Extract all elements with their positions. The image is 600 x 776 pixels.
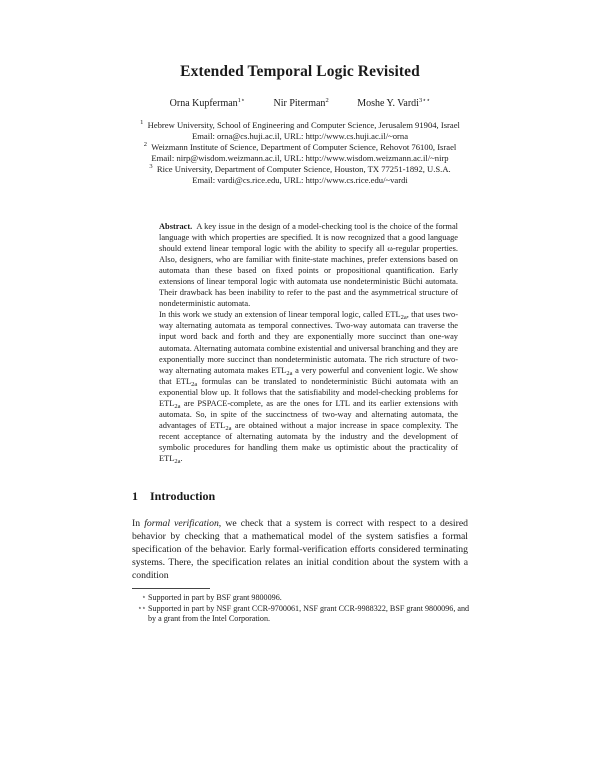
affiliation-list <box>0 120 600 187</box>
affiliation-email-line: Email: nirp@wisdom.weizmann.ac.il, URL: http://www.wisdom.weizmann.ac.il/~nirp <box>151 153 449 164</box>
author: Moshe Y. Vardi$^{3⋆⋆}$ <box>357 97 431 109</box>
author: Orna Kupferman$^{1⋆}$ <box>169 97 245 109</box>
footnotes <box>132 593 472 625</box>
abstract-paragraph: Abstract. A key issue in the design of a model-checking tool is the choice of the formal language with which properties are specified. It is now recognized that a good language should extend linear temporal logic with the ability to specify all ω-regular properties. Also, designers, who are familiar with finite-state machines, prefer extensions based on automata than these based on fixed points or propositional quantification. Early extensions of linear temporal logic with automata use nondeterministic Büchi automata. Their drawback has been inability to refer to the past and the asymmetrical structure of nondeterministic automata. <box>159 222 458 309</box>
abstract-label: Abstract. <box>159 222 193 231</box>
section-heading: 1 Introduction <box>132 489 216 503</box>
author-list <box>0 98 600 109</box>
affiliation-line: $^1$ Hebrew University, School of Engineering and Computer Science, Jerusalem 91904, Israel <box>140 119 460 130</box>
emphasized-term: formal verification <box>144 518 219 529</box>
affiliation-email-line: Email: orna@cs.huji.ac.il, URL: http://www.cs.huji.ac.il/~orna <box>191 131 409 142</box>
footnote: ⋆⋆ Supported in part by NSF grant CCR-9700061, NSF grant CCR-9988322, BSF grant 9800096, and by a grant from the Intel Corporation. <box>137 603 470 624</box>
intro-paragraph: In formal verification, we check that a system is correct with respect to a desired behavior by checking that a mathematical model of the system satisfies a formal specification of the behavior. Early formal-verification efforts considered terminating systems. There, the specification relates an initial condition about the system with a condition <box>132 518 468 582</box>
author: Nir Piterman$^2$ <box>273 97 329 109</box>
affiliation-line: $^2$ Weizmann Institute of Science, Department of Computer Science, Rehovot 76100, Israel <box>143 141 457 153</box>
paper-title: Extended Temporal Logic Revisited <box>180 63 420 80</box>
affiliation-email-line: Email: vardi@cs.rice.edu, URL: http://www.cs.rice.edu/~vardi <box>192 175 408 186</box>
footnote-rule <box>132 588 210 589</box>
footnote: ⋆ Supported in part by BSF grant 9800096. <box>141 593 282 602</box>
abstract <box>159 221 458 464</box>
affiliation-line: $^3$ Rice University, Department of Computer Science, Houston, TX 77251-1892, U.S.A. <box>149 163 451 175</box>
abstract-paragraph: In this work we study an extension of linear temporal logic, called $ETL_{2a}$, that uses two-way alternating automata as temporal connectives. Two-way automata can traverse the input word back and forth and they are exponentially more succinct than one-way automata. Alternating automata combine existential and universal branching and they are exponentially more succinct than nondeterministic automata. The rich structure of two-way alternating automata makes $ETL_{2a}$ a very powerful and convenient logic. We show that $ETL_{2a}$ formulas can be translated to nondeterministic Büchi automata with an exponential blow up. It follows that the satisfiability and model-checking problems for $ETL_{2a}$ are PSPACE-complete, as are the ones for LTL and its earlier extensions with automata. So, in spite of the succinctness of two-way and alternating automata, the advantages of $ETL_{2a}$ are obtained without a major increase in space complexity. The recent acceptance of alternating automata by the industry and the development of symbolic procedures for handling them make us optimistic about the practicality of $ETL_{2a}$. <box>159 310 459 465</box>
